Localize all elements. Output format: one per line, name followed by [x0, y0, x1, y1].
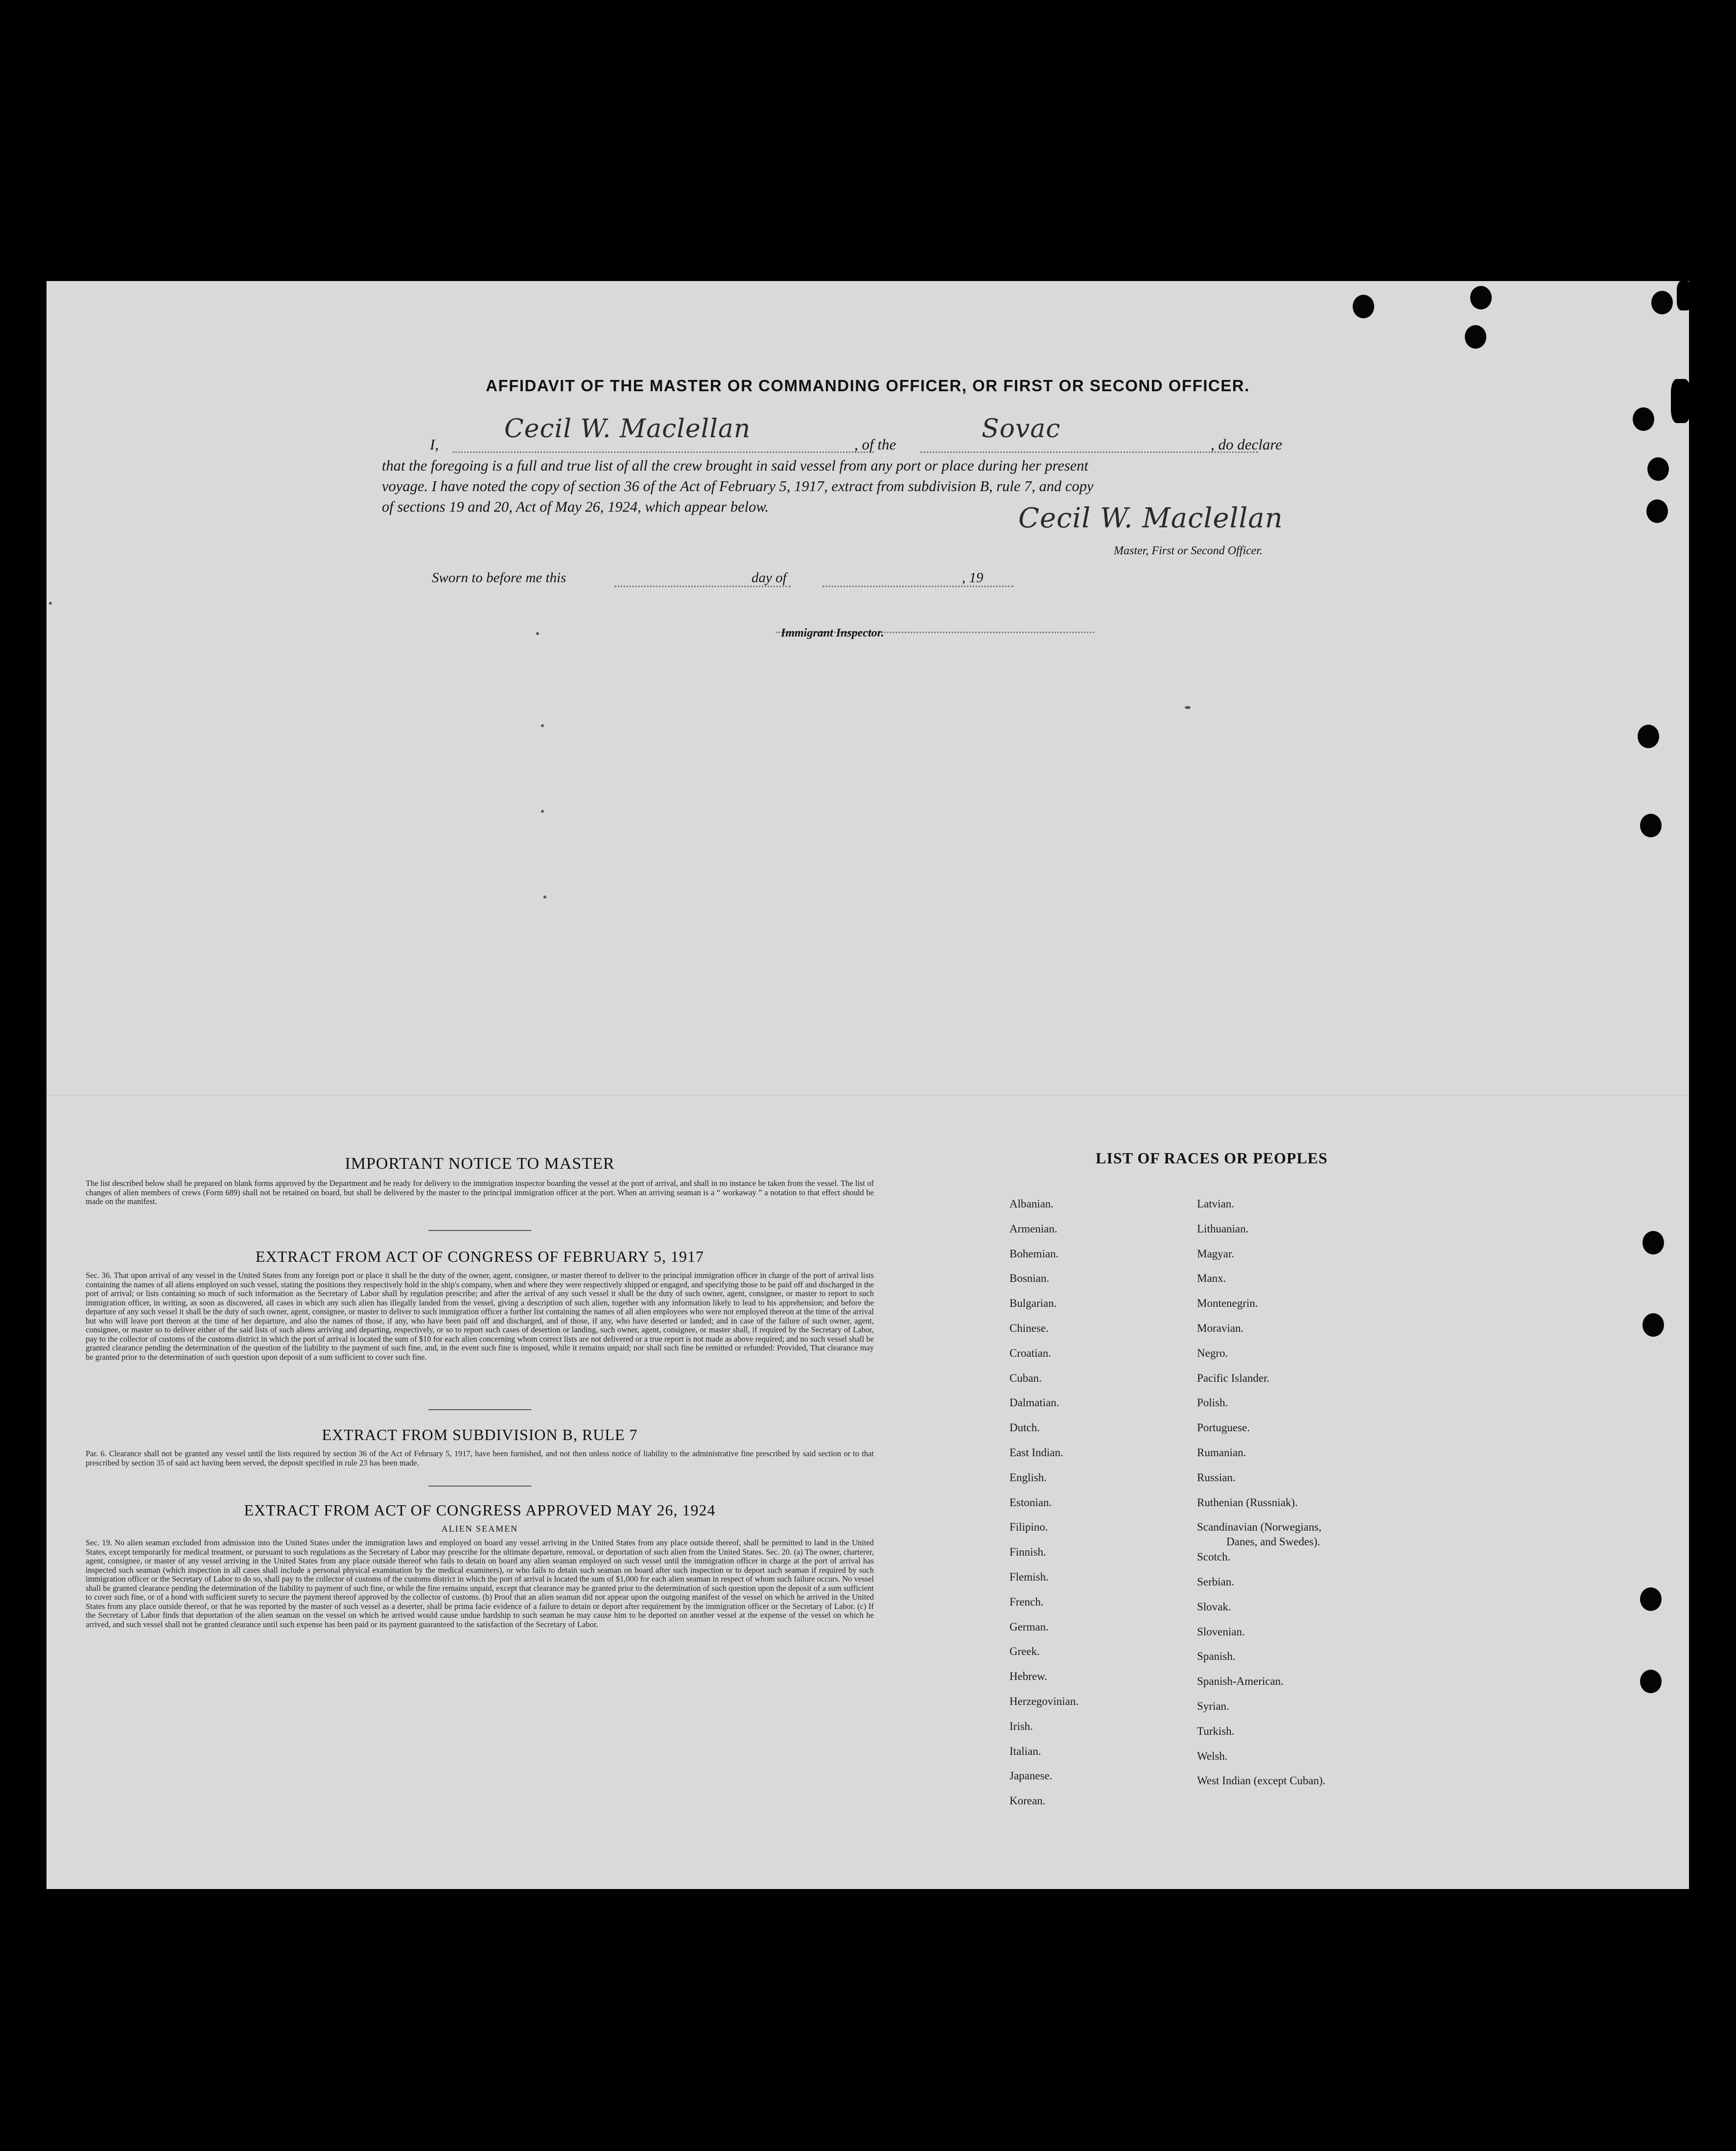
race-item: French.	[1009, 1595, 1044, 1608]
declare-label: , do declare	[1211, 436, 1283, 453]
punch-hole	[1646, 499, 1668, 523]
race-item: Scandinavian (Norwegians,	[1197, 1521, 1322, 1534]
race-item: Turkish.	[1197, 1725, 1235, 1737]
race-item: Chinese.	[1009, 1322, 1049, 1334]
race-item: Korean.	[1009, 1795, 1046, 1807]
officer-name-blank	[453, 451, 874, 453]
punch-hole	[1633, 407, 1654, 431]
race-item: Estonian.	[1009, 1496, 1052, 1509]
race-item: Italian.	[1009, 1745, 1041, 1757]
race-item: Scotch.	[1197, 1551, 1231, 1563]
race-item: Montenegrin.	[1197, 1297, 1258, 1310]
race-item: Japanese.	[1009, 1770, 1053, 1782]
notice-text: The list described below shall be prepared on blank forms approved by the Department and be ready for delivery to the immigration inspector boarding the vessel at the port of arrival, and shall in no instance be taken from the vessel. The list of changes of alien members of crews (Form 689) shall not be retained on board, but shall be delivered by the master to the principal immigration officer at the port. When an arriving seaman is a “ workaway ” a notation to that effect should be made on the manifest.	[86, 1179, 874, 1206]
scan-speck	[536, 632, 539, 635]
race-item: Latvian.	[1197, 1198, 1234, 1210]
race-item: Ruthenian (Russniak).	[1197, 1496, 1298, 1509]
race-item: Bulgarian.	[1009, 1297, 1057, 1310]
race-item: West Indian (except Cuban).	[1197, 1774, 1326, 1787]
race-item: Negro.	[1197, 1347, 1228, 1359]
affidavit-text-line: of sections 19 and 20, Act of May 26, 1924, which appear below.	[382, 498, 769, 515]
race-item: Syrian.	[1197, 1700, 1229, 1712]
sworn-label: Sworn to before me this	[432, 570, 566, 586]
vessel-name: Sovac	[982, 414, 1061, 444]
extract-1917-title: EXTRACT FROM ACT OF CONGRESS OF FEBRUARY 5, 1917	[255, 1248, 704, 1265]
race-item: Serbian.	[1197, 1576, 1235, 1588]
race-item: Moravian.	[1197, 1322, 1244, 1334]
race-item: Spanish-American.	[1197, 1675, 1284, 1688]
race-item: Irish.	[1009, 1720, 1033, 1732]
extract-1924-text: Sec. 19. No alien seaman excluded from admission into the United States under the immigration laws and employed on board any vessel arriving in the United States from any place outside thereof, shall be permitted to land in the United States, except temporarily for medical treatment, or pursuant to such regulations as the Secretary of Labor may prescribe for the ultimate departure, removal, or deportation of such alien from the United States. Sec. 20. (a) The owner, charterer, agent, consignee, or master of any vessel arriving in the United States from any place outside thereof who fails to detain on board any alien seaman employed on such vessel until the immigration officer in charge at the port of arrival has inspected such seaman (which inspection in all cases shall include a personal physical examination by the medical examiners), or who fails to detain such seaman on board after such inspection or to deport such seaman if required by such immigration officer or the Secretary of Labor to do so, shall pay to the collector of customs of the customs district in which the port of arrival is located the sum of $1,000 for each alien seaman in respect of whom such failure occurs. No vessel shall be granted clearance pending the determination of the liability to payment of such fine, or while the fine remains unpaid, except that clearance may be granted prior to the determination of such question upon the deposit of a sum sufficient to cover such fine, or of a bond with sufficient surety to secure the payment thereof approved by the collector of customs. (b) Proof that an alien seaman did not appear upon the outgoing manifest of the vessel on which he arrived in the United States from any place outside thereof, or that he was reported by the master of such vessel as a deserter, shall be prima facie evidence of a failure to detain or deport after requirement by the immigration officer or the Secretary of Labor. (c) If the Secretary of Labor finds that deportation of the alien seaman on the vessel on which he arrived would cause undue hardship to such seaman he may cause him to be deported on another vessel at the expense of the vessel on which he arrived, and such vessel shall not be granted clearance until such expense has been paid or its payment guaranteed to the satisfaction of the Secretary of Labor.	[86, 1538, 874, 1629]
race-item: Hebrew.	[1009, 1670, 1048, 1683]
document-page	[47, 281, 1689, 1889]
scan-speck	[541, 724, 544, 727]
race-item: Russian.	[1197, 1471, 1236, 1484]
master-signature: Cecil W. Maclellan	[1018, 502, 1283, 534]
race-item: Spanish.	[1197, 1650, 1236, 1663]
punch-hole	[1640, 814, 1662, 837]
race-item: Flemish.	[1009, 1571, 1049, 1583]
punch-hole	[1638, 725, 1659, 748]
extract-rule7-text: Par. 6. Clearance shall not be granted any vessel until the lists required by section 36 of the Act of February 5, 1917, have been furnished, and not then unless notice of liability to the administrative fine prescribed by said section or to that prescribed by section 35 of said act having been served, the deposit specified in rule 23 has been made.	[86, 1449, 874, 1467]
page-fold	[47, 1095, 1689, 1097]
extract-rule7-title: EXTRACT FROM SUBDIVISION B, RULE 7	[322, 1426, 638, 1443]
section-divider	[428, 1230, 531, 1231]
scan-speck	[543, 896, 546, 898]
punch-hole	[1640, 1587, 1662, 1611]
scan-speck	[541, 810, 544, 813]
race-item: Cuban.	[1009, 1371, 1042, 1384]
section-divider	[428, 1409, 531, 1410]
races-title: LIST OF RACES OR PEOPLES	[1096, 1149, 1328, 1167]
race-item: German.	[1009, 1620, 1049, 1633]
punch-hole	[1353, 295, 1374, 318]
affidavit-text-line: that the foregoing is a full and true list of all the crew brought in said vessel from any port or place during her present	[382, 457, 1089, 474]
race-item: Welsh.	[1197, 1749, 1228, 1762]
punch-hole	[1470, 286, 1492, 309]
punch-hole	[1642, 1231, 1664, 1254]
race-item: Pacific Islander.	[1197, 1371, 1270, 1384]
punch-hole	[1647, 457, 1669, 481]
race-item: Polish.	[1197, 1396, 1228, 1409]
punch-hole	[1642, 1313, 1664, 1337]
day-of-label: day of	[751, 570, 787, 586]
race-item: Croatian.	[1009, 1347, 1051, 1359]
race-item: Slovenian.	[1197, 1625, 1245, 1638]
extract-1924-subtitle: ALIEN SEAMEN	[441, 1524, 518, 1534]
race-item: Greek.	[1009, 1645, 1040, 1658]
page-edge-tear	[1677, 281, 1689, 310]
race-item: Lithuanian.	[1197, 1222, 1249, 1235]
race-item: Bohemian.	[1009, 1247, 1059, 1260]
notice-title: IMPORTANT NOTICE TO MASTER	[345, 1155, 615, 1173]
race-item: Bosnian.	[1009, 1272, 1050, 1285]
vessel-name-blank	[920, 451, 1258, 453]
race-item: Slovak.	[1197, 1600, 1231, 1613]
scan-speck	[1185, 706, 1191, 709]
of-the-label: , of the	[854, 436, 896, 453]
race-item: Magyar.	[1197, 1247, 1235, 1260]
race-item: Rumanian.	[1197, 1446, 1246, 1459]
race-item: Herzegovinian.	[1009, 1695, 1079, 1707]
race-item: Danes, and Swedes).	[1226, 1536, 1320, 1548]
sworn-month-blank	[822, 586, 1013, 587]
race-item: Filipino.	[1009, 1521, 1048, 1534]
extract-1917-text: Sec. 36. That upon arrival of any vessel in the United States from any foreign port or place it shall be the duty of the owner, agent, consignee, or master thereof to deliver to the principal immigration officer in charge of the port of arrival lists containing the names of all aliens employed on such vessel, stating the positions they respectively hold in the ship's company, when and where they were respectively shipped or engaged, and specifying those to be paid off and discharged in the port of arrival; or lists containing so much of such information as the Secretary of Labor shall by regulation prescribe; and after the arrival of any such vessel it shall be the duty of such owner, agent, consignee, or master to report to such immigration officer, in writing, as soon as discovered, all cases in which any such alien has illegally landed from the vessel, giving a description of such alien, together with any information likely to lead to his apprehension; and before the departure of any such vessel it shall be the duty of such owner, agent, consignee, or master to deliver to such immigration officer a further list containing the names of all alien employees who were not employed thereon at the time of the arrival but who will leave port thereon at the time of her departure, and also the names of those, if any, who have been paid off and discharged, and of those, if any, who have deserted or landed; and in case of the failure of such owner, agent, consignee, or master so to deliver either of the said lists of such aliens arriving and departing, respectively, or so to report such cases of desertion or landing, such owner, agent, consignee, or master shall, if required by the Secretary of Labor, pay to the collector of customs of the customs district in which the port of arrival is located the sum of $10 for each alien concerning whom correct lists are not delivered or a true report is not made as above required; and no such vessel shall be granted clearance pending the determination of the question of the liability to the payment of such fine, and, in the event such fine is imposed, while it remains unpaid; nor shall such fine be remitted or refunded: Provided, That clearance may be granted prior to the determination of such question upon deposit of a sum sufficient to cover such fine.	[86, 1271, 874, 1362]
extract-1924-title: EXTRACT FROM ACT OF CONGRESS APPROVED MAY 26, 1924	[244, 1501, 716, 1519]
race-item: Armenian.	[1009, 1222, 1057, 1235]
race-item: Portuguese.	[1197, 1421, 1250, 1434]
punch-hole	[1651, 291, 1673, 314]
officer-signature: Cecil W. Maclellan	[504, 414, 751, 444]
scan-speck	[49, 602, 52, 605]
punch-hole	[1640, 1670, 1662, 1693]
race-item: East Indian.	[1009, 1446, 1063, 1459]
race-item: Finnish.	[1009, 1546, 1046, 1559]
race-item: Albanian.	[1009, 1198, 1054, 1210]
inspector-caption: Immigrant Inspector.	[781, 627, 884, 639]
race-item: Dutch.	[1009, 1421, 1040, 1434]
affidavit-text-line: voyage. I have noted the copy of section 36 of the Act of February 5, 1917, extract from subdivision B, rule 7, and copy	[382, 478, 1094, 495]
punch-hole	[1465, 325, 1486, 349]
i-label: I,	[430, 436, 439, 453]
affidavit-title: AFFIDAVIT OF THE MASTER OR COMMANDING OFFICER, OR FIRST OR SECOND OFFICER.	[486, 377, 1250, 395]
master-caption: Master, First or Second Officer.	[1114, 544, 1263, 557]
section-divider	[428, 1486, 531, 1487]
race-item: Manx.	[1197, 1272, 1226, 1285]
race-item: Dalmatian.	[1009, 1396, 1059, 1409]
year-label: , 19	[962, 570, 984, 586]
race-item: English.	[1009, 1471, 1047, 1484]
